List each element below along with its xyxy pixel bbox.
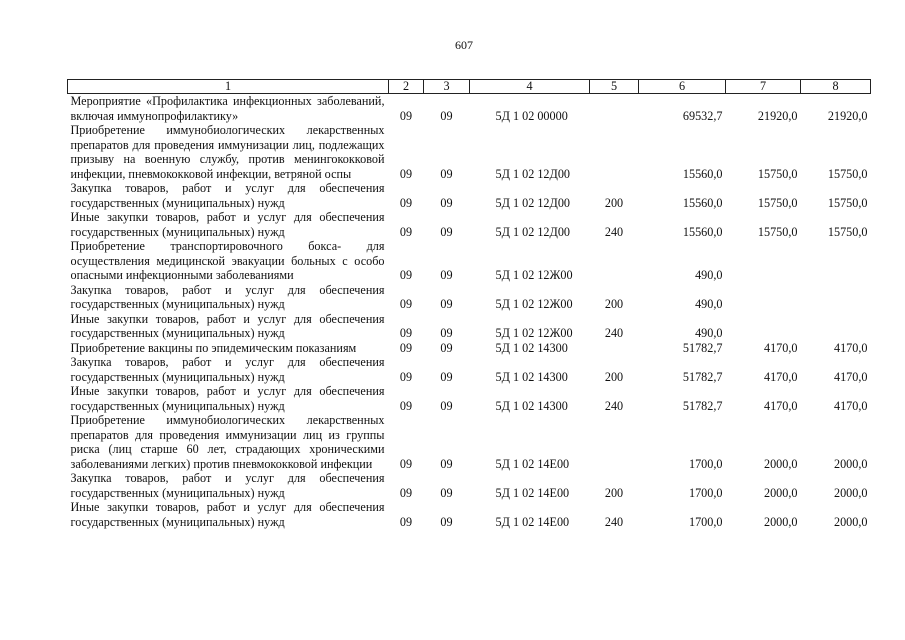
amount-col7: 21920,0 bbox=[757, 108, 798, 123]
column-header: 6 bbox=[639, 80, 726, 94]
subsection-code: 09 bbox=[440, 297, 453, 311]
expense-type-code: 240 bbox=[604, 326, 624, 340]
amount-col8: 2000,0 bbox=[833, 456, 868, 471]
column-header: 8 bbox=[801, 80, 871, 94]
subsection-code: 09 bbox=[440, 166, 453, 181]
section-code: 09 bbox=[399, 340, 413, 355]
amount-col8 bbox=[801, 239, 871, 283]
column-header: 7 bbox=[726, 80, 801, 94]
amount-col7: 15750,0 bbox=[757, 166, 798, 181]
amount-col7: 4170,0 bbox=[763, 369, 798, 384]
row-name: Иные закупки товаров, работ и услуг для обеспечения государственных (муниципальных) нужд bbox=[70, 311, 385, 340]
subsection-code: 09 bbox=[440, 485, 453, 500]
subsection-code: 09 bbox=[440, 108, 453, 123]
row-name: Иные закупки товаров, работ и услуг для обеспечения государственных (муниципальных) нужд bbox=[70, 210, 385, 239]
subsection-code: 09 bbox=[440, 369, 453, 384]
section-code: 09 bbox=[399, 456, 413, 471]
amount-col7: 4170,0 bbox=[763, 398, 798, 413]
expense-type-code bbox=[590, 341, 639, 356]
row-name: Мероприятие «Профилактика инфекционных заболеваний, включая иммунопрофилактику» bbox=[70, 94, 385, 123]
row-name: Иные закупки товаров, работ и услуг для обеспечения государственных (муниципальных) нужд bbox=[70, 384, 385, 413]
amount-col7: 2000,0 bbox=[763, 514, 798, 529]
target-article-code: 5Д 1 02 14Е00 bbox=[495, 485, 570, 500]
row-name: Приобретение вакцины по эпидемическим показаниям bbox=[70, 340, 357, 355]
target-article-code: 5Д 1 02 12Д00 bbox=[495, 195, 571, 210]
expense-type-code: 200 bbox=[604, 485, 624, 500]
table-row bbox=[68, 341, 871, 356]
amount-col6: 51782,7 bbox=[682, 340, 723, 355]
target-article-code: 5Д 1 02 12Д00 bbox=[495, 166, 571, 181]
table-row bbox=[68, 210, 871, 239]
amount-col8: 15750,0 bbox=[827, 224, 868, 239]
target-article-code: 5Д 1 02 14300 bbox=[495, 398, 568, 413]
amount-col8 bbox=[801, 283, 871, 312]
amount-col6: 51782,7 bbox=[682, 369, 723, 384]
amount-col6: 490,0 bbox=[695, 297, 723, 311]
amount-col6: 69532,7 bbox=[682, 108, 723, 123]
expense-type-code: 240 bbox=[604, 514, 624, 529]
table-row bbox=[68, 312, 871, 341]
table-row bbox=[68, 500, 871, 529]
target-article-code: 5Д 1 02 12Ж00 bbox=[495, 326, 573, 340]
amount-col7: 4170,0 bbox=[763, 340, 798, 355]
row-name: Приобретение иммунобиологических лекарственных препаратов для проведения иммунизации лиц из группы риска (лиц старше 60 лет, страдающих хроническими заболеваниями легких) против пневмококковой инфекции bbox=[70, 413, 385, 471]
target-article-code: 5Д 1 02 12Д00 bbox=[495, 224, 571, 239]
column-header: 4 bbox=[470, 80, 590, 94]
column-header: 5 bbox=[590, 80, 639, 94]
section-code: 09 bbox=[399, 369, 413, 384]
amount-col7 bbox=[726, 312, 801, 341]
amount-col8: 2000,0 bbox=[833, 485, 868, 500]
column-header: 1 bbox=[68, 80, 389, 94]
amount-col8: 15750,0 bbox=[827, 195, 868, 210]
target-article-code: 5Д 1 02 12Ж00 bbox=[495, 268, 573, 282]
subsection-code: 09 bbox=[440, 268, 453, 282]
row-name: Приобретение иммунобиологических лекарственных препаратов для проведения иммунизации лиц, подлежащих призыву на военную службу, против менингококковой инфекции, пневмококковой инфекции, ветряной оспы bbox=[70, 123, 385, 181]
expense-type-code bbox=[590, 94, 639, 124]
amount-col6: 15560,0 bbox=[682, 195, 723, 210]
amount-col8: 2000,0 bbox=[833, 514, 868, 529]
section-code: 09 bbox=[399, 297, 413, 311]
budget-table bbox=[67, 79, 871, 529]
subsection-code: 09 bbox=[440, 326, 453, 340]
subsection-code: 09 bbox=[440, 456, 453, 471]
section-code: 09 bbox=[399, 326, 413, 340]
expense-type-code: 200 bbox=[604, 297, 624, 311]
row-name: Закупка товаров, работ и услуг для обеспечения государственных (муниципальных) нужд bbox=[70, 355, 385, 384]
row-name: Закупка товаров, работ и услуг для обеспечения государственных (муниципальных) нужд bbox=[70, 282, 385, 311]
table-row bbox=[68, 471, 871, 500]
amount-col7: 15750,0 bbox=[757, 195, 798, 210]
amount-col8: 4170,0 bbox=[833, 340, 868, 355]
table-row bbox=[68, 94, 871, 124]
subsection-code: 09 bbox=[440, 398, 453, 413]
target-article-code: 5Д 1 02 14Е00 bbox=[495, 514, 570, 529]
target-article-code: 5Д 1 02 14Е00 bbox=[495, 456, 570, 471]
expense-type-code: 240 bbox=[604, 224, 624, 239]
page-number: 607 bbox=[455, 38, 473, 52]
amount-col6: 490,0 bbox=[695, 326, 723, 340]
table-row bbox=[68, 123, 871, 181]
amount-col8: 4170,0 bbox=[833, 369, 868, 384]
section-code: 09 bbox=[399, 268, 413, 282]
expense-type-code bbox=[590, 123, 639, 181]
target-article-code: 5Д 1 02 00000 bbox=[495, 108, 568, 123]
target-article-code: 5Д 1 02 14300 bbox=[495, 340, 568, 355]
amount-col8 bbox=[801, 312, 871, 341]
amount-col6: 490,0 bbox=[695, 268, 723, 282]
header-row bbox=[68, 80, 871, 94]
amount-col6: 15560,0 bbox=[682, 224, 723, 239]
section-code: 09 bbox=[399, 108, 413, 123]
section-code: 09 bbox=[399, 514, 413, 529]
row-name: Закупка товаров, работ и услуг для обеспечения государственных (муниципальных) нужд bbox=[70, 471, 385, 500]
amount-col7 bbox=[726, 283, 801, 312]
amount-col6: 15560,0 bbox=[682, 166, 723, 181]
amount-col8: 15750,0 bbox=[827, 166, 868, 181]
expense-type-code: 200 bbox=[604, 195, 624, 210]
subsection-code: 09 bbox=[440, 514, 453, 529]
section-code: 09 bbox=[399, 398, 413, 413]
expense-type-code: 240 bbox=[604, 398, 624, 413]
amount-col6: 1700,0 bbox=[688, 456, 723, 471]
section-code: 09 bbox=[399, 166, 413, 181]
expense-type-code bbox=[590, 413, 639, 471]
table-row bbox=[68, 239, 871, 283]
amount-col6: 1700,0 bbox=[688, 485, 723, 500]
subsection-code: 09 bbox=[440, 195, 453, 210]
amount-col8: 21920,0 bbox=[827, 108, 868, 123]
subsection-code: 09 bbox=[440, 340, 453, 355]
target-article-code: 5Д 1 02 12Ж00 bbox=[495, 297, 573, 311]
table-row bbox=[68, 413, 871, 471]
target-article-code: 5Д 1 02 14300 bbox=[495, 369, 568, 384]
section-code: 09 bbox=[399, 485, 413, 500]
expense-type-code: 200 bbox=[604, 369, 624, 384]
amount-col7 bbox=[726, 239, 801, 283]
amount-col8: 4170,0 bbox=[833, 398, 868, 413]
amount-col7: 2000,0 bbox=[763, 485, 798, 500]
table-row bbox=[68, 384, 871, 413]
column-header: 3 bbox=[424, 80, 470, 94]
expense-type-code bbox=[590, 239, 639, 283]
table-row bbox=[68, 181, 871, 210]
amount-col7: 15750,0 bbox=[757, 224, 798, 239]
amount-col7: 2000,0 bbox=[763, 456, 798, 471]
row-name: Закупка товаров, работ и услуг для обеспечения государственных (муниципальных) нужд bbox=[70, 181, 385, 210]
column-header: 2 bbox=[389, 80, 424, 94]
table-row bbox=[68, 283, 871, 312]
subsection-code: 09 bbox=[440, 224, 453, 239]
amount-col6: 51782,7 bbox=[682, 398, 723, 413]
section-code: 09 bbox=[399, 224, 413, 239]
row-name: Иные закупки товаров, работ и услуг для обеспечения государственных (муниципальных) нужд bbox=[70, 500, 385, 529]
table-row bbox=[68, 355, 871, 384]
row-name: Приобретение транспортировочного бокса- для осуществления медицинской эвакуации больных с особо опасными инфекционными заболеваниями bbox=[70, 239, 385, 282]
section-code: 09 bbox=[399, 195, 413, 210]
amount-col6: 1700,0 bbox=[688, 514, 723, 529]
